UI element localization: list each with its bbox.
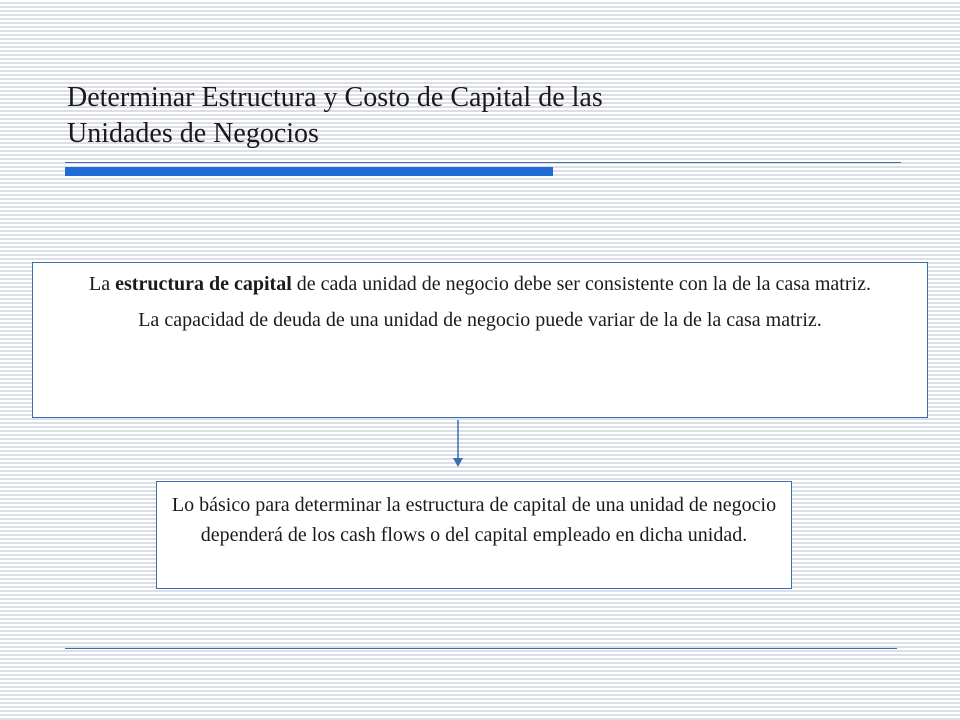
basis-box — [156, 481, 792, 589]
basis-paragraph: Lo básico para determinar la estructura de capital de una unidad de negocio dependerá de los cash flows o del capital empleado en dicha unidad. — [171, 494, 777, 546]
paragraph-rest: de cada unidad de negocio debe ser consistente con la de la casa matriz. — [291, 273, 871, 295]
down-arrow-icon — [450, 420, 466, 468]
capital-structure-paragraph — [47, 269, 913, 299]
title-accent-bar — [65, 167, 553, 176]
emphasis-capital-structure: estructura de capital — [115, 273, 292, 295]
capital-structure-box — [32, 262, 928, 418]
paragraph-intro: La — [89, 273, 116, 295]
footer-divider — [65, 648, 897, 649]
slide-title — [67, 80, 887, 152]
slide-title-line-2: Unidades de Negocios — [67, 118, 319, 149]
slide-title-line-1: Determinar Estructura y Costo de Capital de las — [67, 82, 603, 113]
debt-capacity-paragraph: La capacidad de deuda de una unidad de negocio puede variar de la de la casa matriz. — [138, 309, 822, 331]
title-underline-divider — [65, 162, 901, 163]
